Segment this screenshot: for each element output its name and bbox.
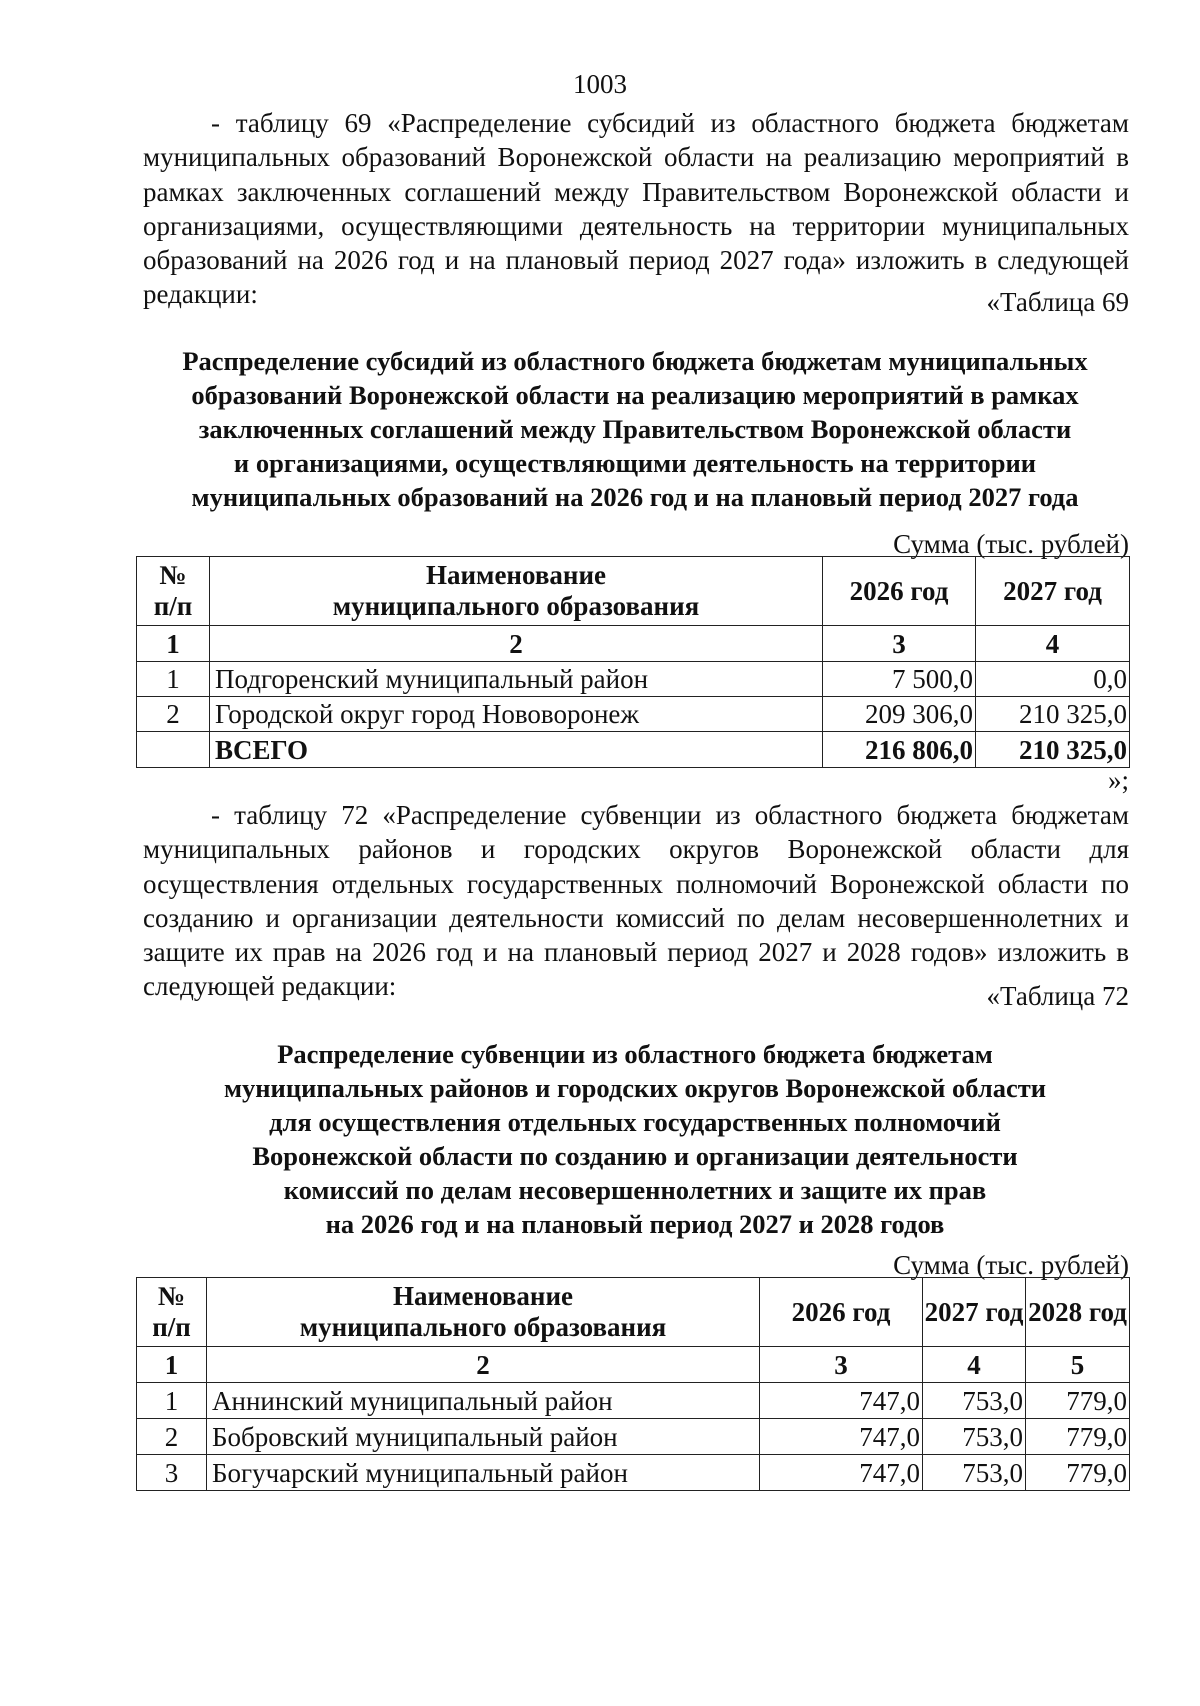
table72-label: «Таблица 72 <box>986 981 1129 1011</box>
table69 <box>136 556 1130 768</box>
table72-title-line: на 2026 год и на плановый период 2027 и 2028 годов <box>325 1209 945 1239</box>
table-row <box>137 1419 1130 1455</box>
municipality-name: Подгоренский муниципальный район <box>210 662 823 697</box>
row-number: 1 <box>137 1383 207 1419</box>
table72-colnum: 4 <box>923 1347 1026 1383</box>
table72-title <box>130 1037 1140 1241</box>
municipality-name: Аннинский муниципальный район <box>207 1383 760 1419</box>
table69-header-row <box>137 557 1130 626</box>
table69-intro-paragraph: - таблицу 69 «Распределение субсидий из областного бюджета бюджетам муниципальных образований Воронежской области на реализацию мероприятий в рамках заключенных соглашений между Правительством Воронежской области и организациями, осуществляющими деятельность на территории муниципальных образований на 2026 год и на плановый период 2027 года» изложить в следующей редакции: <box>143 108 1129 310</box>
table72-header-2028: 2028 год <box>1026 1278 1130 1347</box>
municipality-name: Бобровский муниципальный район <box>207 1419 760 1455</box>
table-row <box>137 1455 1130 1491</box>
table69-units: Сумма (тыс. рублей) <box>893 529 1129 559</box>
table69-title-line: заключенных соглашений между Правительством Воронежской области <box>198 414 1072 444</box>
table72-header-2026: 2026 год <box>760 1278 923 1347</box>
table72-colnum: 5 <box>1026 1347 1130 1383</box>
table72-intro-paragraph: - таблицу 72 «Распределение субвенции из областного бюджета бюджетам муниципальных районов и городских округов Воронежской области для осуществления отдельных государственных полномочий Воронежской области по созданию и организации деятельности комиссий по делам несовершеннолетних и защите их прав на 2026 год и на плановый период 2027 и 2028 годов» изложить в следующей редакции: <box>143 800 1129 1002</box>
row-number: 2 <box>137 697 210 732</box>
table69-title-line: муниципальных образований на 2026 год и на плановый период 2027 года <box>191 482 1079 512</box>
table69-colnum: 3 <box>823 626 976 662</box>
municipality-name: Богучарский муниципальный район <box>207 1455 760 1491</box>
amount-2027: 753,0 <box>923 1383 1026 1419</box>
amount-2026: 747,0 <box>760 1419 923 1455</box>
amount-2027: 210 325,0 <box>976 697 1130 732</box>
row-number: 3 <box>137 1455 207 1491</box>
amount-2026: 747,0 <box>760 1383 923 1419</box>
total-2026: 216 806,0 <box>823 732 976 768</box>
table69-label: «Таблица 69 <box>986 287 1129 317</box>
table69-title-line: Распределение субсидий из областного бюджета бюджетам муниципальных <box>182 346 1088 376</box>
table72-colnum: 1 <box>137 1347 207 1383</box>
amount-2027: 753,0 <box>923 1455 1026 1491</box>
total-label: ВСЕГО <box>210 732 823 768</box>
table72-colnum: 2 <box>207 1347 760 1383</box>
table69-title-line: образований Воронежской области на реализацию мероприятий в рамках <box>191 380 1079 410</box>
row-number: 1 <box>137 662 210 697</box>
table-row <box>137 1383 1130 1419</box>
table69-header-2026: 2026 год <box>823 557 976 626</box>
amount-2028: 779,0 <box>1026 1419 1130 1455</box>
table72-header-row <box>137 1278 1130 1347</box>
amount-2028: 779,0 <box>1026 1383 1130 1419</box>
table69-colnum: 2 <box>210 626 823 662</box>
total-num-empty <box>137 732 210 768</box>
table72-units: Сумма (тыс. рублей) <box>893 1250 1129 1280</box>
table72-header-2027: 2027 год <box>923 1278 1026 1347</box>
table69-title <box>130 344 1140 514</box>
amount-2027: 753,0 <box>923 1419 1026 1455</box>
table-row <box>137 697 1130 732</box>
table72-colnum: 3 <box>760 1347 923 1383</box>
table72-title-line: комиссий по делам несовершеннолетних и защите их прав <box>283 1175 987 1205</box>
table72-title-line: Распределение субвенции из областного бюджета бюджетам <box>277 1039 993 1069</box>
table-row <box>137 662 1130 697</box>
table72-header-num: № п/п <box>137 1278 207 1347</box>
table69-header-num: № п/п <box>137 557 210 626</box>
table69-header-name: Наименование муниципального образования <box>210 557 823 626</box>
table69-colnum: 4 <box>976 626 1130 662</box>
municipality-name: Городской округ город Нововоронеж <box>210 697 823 732</box>
amount-2026: 7 500,0 <box>823 662 976 697</box>
page-number: 1003 <box>573 69 627 99</box>
table69-colnum-row <box>137 626 1130 662</box>
table72-header-name: Наименование муниципального образования <box>207 1278 760 1347</box>
table69-header-2027: 2027 год <box>976 557 1130 626</box>
table72-title-line: для осуществления отдельных государственных полномочий <box>269 1107 1001 1137</box>
table72-title-line: Воронежской области по созданию и организации деятельности <box>252 1141 1018 1171</box>
table72-title-line: муниципальных районов и городских округов Воронежской области <box>223 1073 1047 1103</box>
amount-2027: 0,0 <box>976 662 1130 697</box>
amount-2026: 747,0 <box>760 1455 923 1491</box>
amount-2028: 779,0 <box>1026 1455 1130 1491</box>
table69-colnum: 1 <box>137 626 210 662</box>
table69-total-row <box>137 732 1130 768</box>
total-2027: 210 325,0 <box>976 732 1130 768</box>
row-number: 2 <box>137 1419 207 1455</box>
table69-title-line: и организациями, осуществляющими деятельность на территории <box>233 448 1037 478</box>
table72-colnum-row <box>137 1347 1130 1383</box>
table69-closing: »; <box>1107 765 1129 795</box>
table72 <box>136 1277 1130 1491</box>
amount-2026: 209 306,0 <box>823 697 976 732</box>
